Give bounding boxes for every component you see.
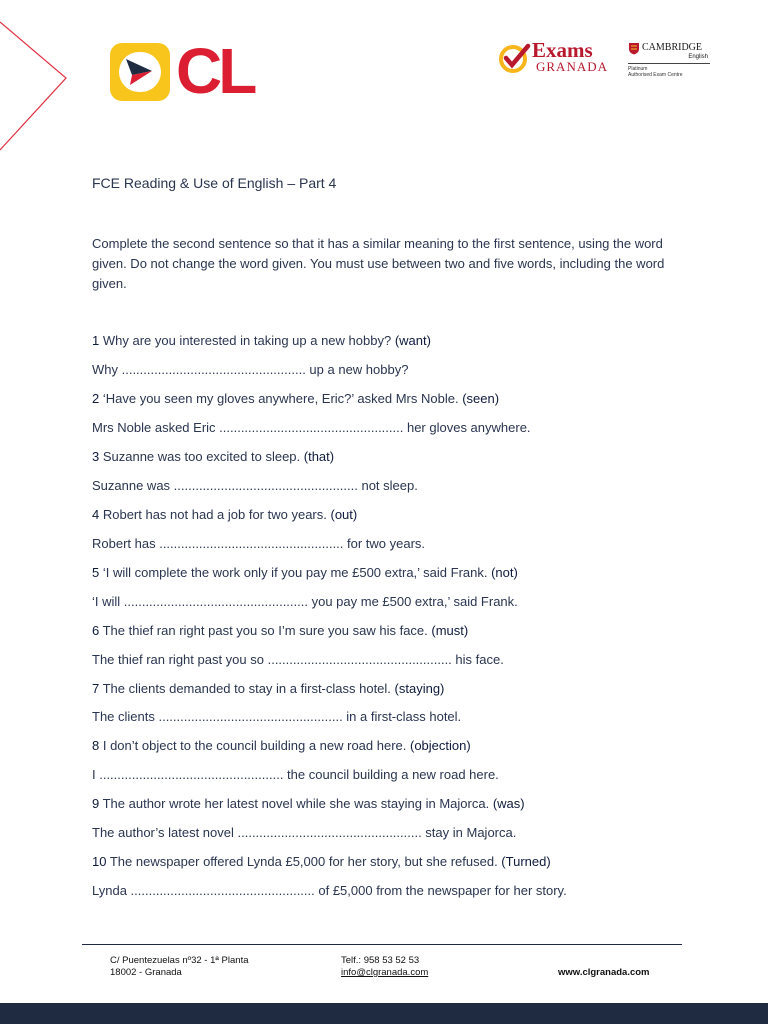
question-7: [92, 681, 444, 696]
question-sentence: Robert has not had a job for two years.: [99, 507, 331, 522]
question-sentence: The newspaper offered Lynda £5,000 for her story, but she refused.: [106, 854, 502, 869]
corner-decoration: [0, 0, 80, 160]
answer-line-5: ‘I will ................................................... you pay me £500 extra,’ said Frank.: [92, 594, 518, 609]
question-sentence: The author wrote her latest novel while she was staying in Majorca.: [99, 796, 493, 811]
question-2: [92, 391, 499, 406]
cambridge-english: English: [688, 54, 708, 60]
arrow-icon: [122, 57, 158, 87]
question-keyword: (want): [394, 333, 431, 348]
footer-website-link[interactable]: www.clgranada.com: [558, 967, 650, 978]
question-keyword: (must): [431, 623, 469, 638]
answer-line-3: Suzanne was ................................................... not sleep.: [92, 478, 418, 493]
question-number: 7: [92, 681, 100, 696]
question-3: [92, 449, 334, 464]
shield-icon: [628, 42, 640, 55]
page-title: FCE Reading & Use of English – Part 4: [92, 175, 337, 191]
cl-logo-text: CL: [176, 35, 254, 107]
exams-title: Exams: [532, 38, 593, 62]
question-keyword: (was): [492, 796, 525, 811]
footer-address-line1: C/ Puentezuelas nº32 - 1ª Planta: [110, 955, 249, 966]
question-6: [92, 623, 468, 638]
question-sentence: The thief ran right past you so I’m sure you saw his face.: [99, 623, 432, 638]
cl-logo-mark: [110, 43, 170, 101]
question-4: [92, 507, 357, 522]
question-number: 8: [92, 738, 100, 753]
answer-line-7: The clients ................................................... in a first-class hotel.: [92, 709, 462, 724]
answer-line-10: Lynda ................................................... of £5,000 from the newspaper for her story.: [92, 883, 567, 898]
bottom-bar: [0, 1003, 768, 1024]
answer-line-1: Why ................................................... up a new hobby?: [92, 362, 409, 377]
exams-subtitle: GRANADA: [536, 59, 608, 74]
question-keyword: (objection): [410, 738, 471, 753]
footer-email-link[interactable]: info@clgranada.com: [341, 967, 429, 978]
question-sentence: I don’t object to the council building a new road here.: [99, 738, 410, 753]
answer-line-8: I ................................................... the council building a new road here.: [92, 767, 499, 782]
question-number: 3: [92, 449, 100, 464]
question-number: 5: [92, 565, 100, 580]
question-keyword: (out): [330, 507, 358, 522]
question-sentence: ‘I will complete the work only if you pay me £500 extra,’ said Frank.: [99, 565, 492, 580]
answer-line-2: Mrs Noble asked Eric ................................................... her gloves anywhere.: [92, 420, 531, 435]
cambridge-centre: Authorised Exam Centre: [628, 72, 683, 78]
answer-line-4: Robert has ................................................... for two years.: [92, 536, 426, 551]
footer-phone: Telf.: 958 53 52 53: [341, 955, 420, 966]
footer-address-line2: 18002 - Granada: [110, 967, 182, 978]
question-sentence: The clients demanded to stay in a first-class hotel.: [99, 681, 395, 696]
question-number: 6: [92, 623, 100, 638]
answer-line-9: The author’s latest novel ................................................... stay in Majorca.: [92, 825, 517, 840]
question-keyword: (staying): [394, 681, 445, 696]
question-number: 2: [92, 391, 100, 406]
exams-granada-logo: [498, 40, 613, 80]
question-keyword: (Turned): [501, 854, 551, 869]
cambridge-title: CAMBRIDGE: [642, 42, 703, 53]
footer-divider: [82, 944, 682, 945]
question-1: [92, 333, 431, 348]
question-9: [92, 796, 525, 811]
question-sentence: ‘Have you seen my gloves anywhere, Eric?’ asked Mrs Noble.: [99, 391, 463, 406]
answer-line-6: The thief ran right past you so ................................................... his face.: [92, 652, 504, 667]
question-keyword: (seen): [462, 391, 500, 406]
question-number: 10: [92, 854, 107, 869]
question-number: 4: [92, 507, 100, 522]
question-8: [92, 738, 471, 753]
question-keyword: (that): [303, 449, 335, 464]
question-number: 1: [92, 333, 100, 348]
cambridge-logo: [628, 42, 710, 84]
question-10: [92, 854, 551, 869]
question-5: [92, 565, 518, 580]
cl-logo: [110, 35, 280, 107]
question-number: 9: [92, 796, 100, 811]
instructions: Complete the second sentence so that it has a similar meaning to the first sentence, using the word given. Do not change the word given. You must use between two and five words, including the word given.: [92, 236, 665, 291]
question-sentence: Suzanne was too excited to sleep.: [99, 449, 304, 464]
check-circle-icon: [498, 42, 532, 74]
question-sentence: Why are you interested in taking up a new hobby?: [99, 333, 395, 348]
cambridge-tier: Platinum: [628, 66, 648, 72]
question-keyword: (not): [491, 565, 518, 580]
